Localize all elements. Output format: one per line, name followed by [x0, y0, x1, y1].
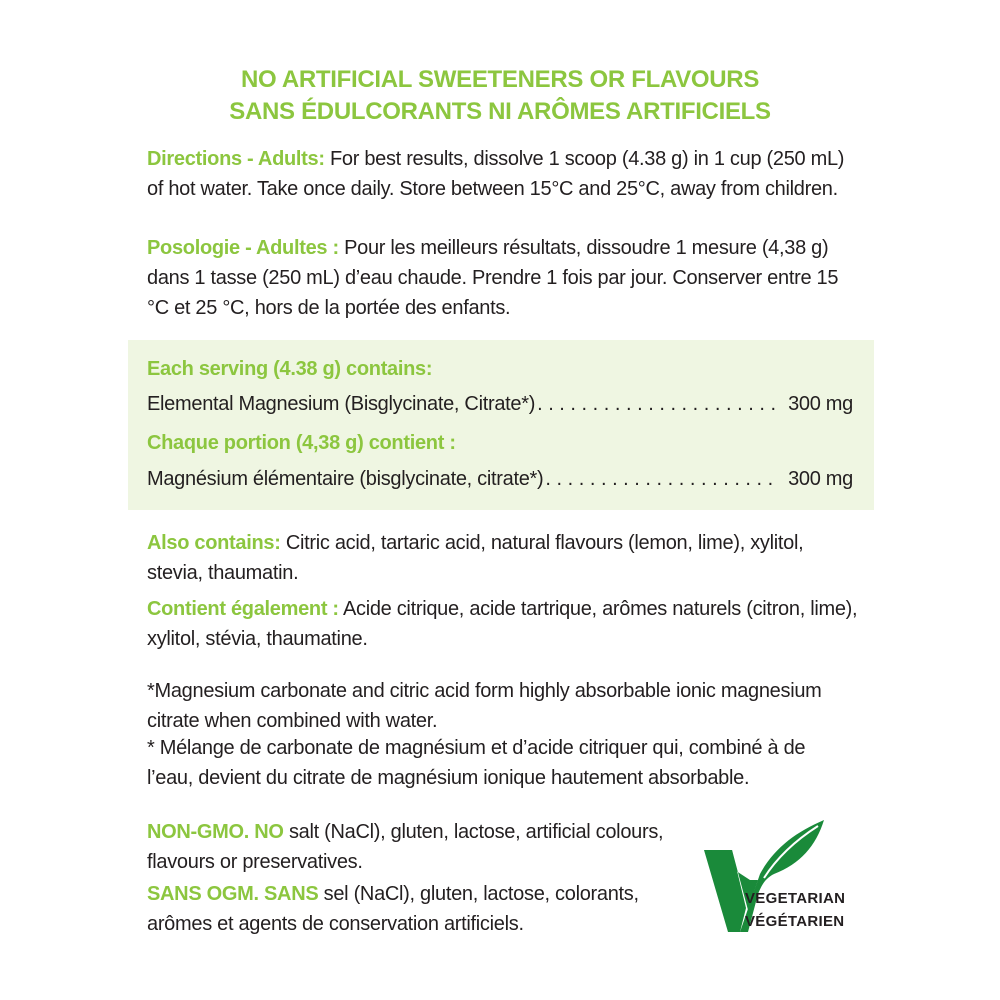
dot-leader: [545, 464, 780, 494]
directions-en-text: For best results, dissolve 1 scoop (4.38 g) in 1 cup (250 mL) of hot water. Take once daily. Store between 15°C and 25°C, away from children.: [147, 148, 845, 200]
directions-fr: [147, 233, 859, 323]
vegetarian-label-fr: VÉGÉTARIEN: [745, 913, 845, 930]
non-gmo-en: [147, 817, 707, 877]
footnote-fr: * Mélange de carbonate de magnésium et d’acide citriquer qui, combiné à de l’eau, devient du citrate de magnésium ionique hautement absorbable.: [147, 737, 806, 789]
also-contains-fr-label: Contient également :: [147, 598, 339, 620]
vegetarian-badge-text: [745, 887, 845, 933]
directions-en: [147, 144, 847, 204]
non-gmo-en-label: NON-GMO. NO: [147, 821, 284, 843]
directions-fr-text: Pour les meilleurs résultats, dissoudre 1 mesure (4,38 g) dans 1 tasse (250 mL) d’eau chaude. Prendre 1 fois par jour. Conserver entre 15 °C et 25 °C, hors de la portée des enfants.: [147, 237, 839, 319]
dot-leader: [537, 389, 780, 419]
serving-row-fr: [147, 464, 853, 494]
header-line-en: NO ARTIFICIAL SWEETENERS OR FLAVOURS: [240, 66, 760, 93]
header-title: [0, 64, 1000, 128]
serving-row-en: [147, 389, 853, 419]
serving-heading-en: Each serving (4.38 g) contains:: [147, 358, 433, 380]
serving-heading-fr: Chaque portion (4,38 g) contient :: [147, 432, 456, 454]
directions-en-label: Directions - Adults:: [147, 148, 325, 170]
non-gmo-fr-label: SANS OGM. SANS: [147, 883, 319, 905]
serving-amount-fr: 300 mg: [788, 468, 853, 490]
serving-ingredient-fr: Magnésium élémentaire (bisglycinate, citrate*): [147, 468, 544, 490]
serving-ingredient-en: Elemental Magnesium (Bisglycinate, Citrate*): [147, 393, 536, 415]
non-gmo-fr-text: sel (NaCl), gluten, lactose, colorants, arômes et agents de conservation artificiels.: [147, 883, 639, 935]
also-contains-en-label: Also contains:: [147, 532, 281, 554]
also-contains-fr-text: Acide citrique, acide tartrique, arômes naturels (citron, lime), xylitol, stévia, thaumatine.: [147, 598, 858, 650]
directions-fr-label: Posologie - Adultes :: [147, 237, 339, 259]
non-gmo-fr: [147, 879, 667, 939]
footnote-en: *Magnesium carbonate and citric acid form highly absorbable ionic magnesium citrate when combined with water.: [147, 680, 822, 732]
non-gmo-en-text: salt (NaCl), gluten, lactose, artificial colours, flavours or preservatives.: [147, 821, 664, 873]
header-line-fr: SANS ÉDULCORANTS NI ARÔMES ARTIFICIELS: [229, 98, 771, 125]
serving-amount-en: 300 mg: [788, 393, 853, 415]
also-contains-fr: [147, 594, 867, 654]
vegetarian-label-en: VEGETARIAN: [745, 890, 846, 907]
also-contains-en: [147, 528, 847, 588]
also-contains-en-text: Citric acid, tartaric acid, natural flavours (lemon, lime), xylitol, stevia, thaumatin.: [147, 532, 804, 584]
